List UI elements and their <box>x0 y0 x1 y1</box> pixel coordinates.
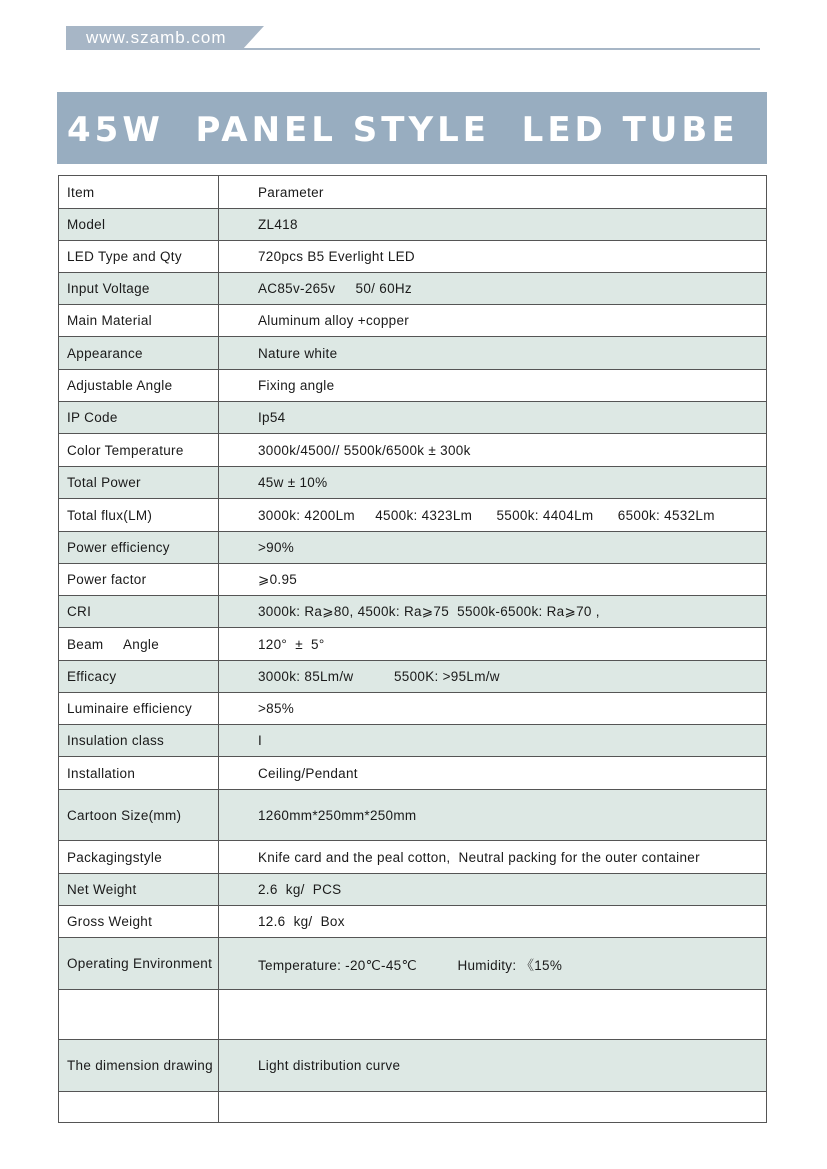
table-row <box>59 241 767 273</box>
row-label: Gross Weight <box>59 906 219 938</box>
row-label: The dimension drawing <box>59 1040 219 1092</box>
table-row <box>59 874 767 906</box>
page-title: 45W PANEL STYLE LED TUBE <box>67 110 739 150</box>
table-row <box>59 467 767 499</box>
row-label <box>59 990 219 1040</box>
table-row <box>59 209 767 241</box>
row-label: Power efficiency <box>59 532 219 564</box>
row-label: CRI <box>59 596 219 628</box>
table-row <box>59 661 767 693</box>
table-row <box>59 370 767 402</box>
row-label: Power factor <box>59 564 219 596</box>
row-label: Input Voltage <box>59 273 219 305</box>
table-row <box>59 790 767 841</box>
row-value: Knife card and the peal cotton, Neutral packing for the outer container <box>219 841 767 874</box>
row-label: Main Material <box>59 305 219 337</box>
row-label: Color Temperature <box>59 434 219 467</box>
row-label: Beam Angle <box>59 628 219 661</box>
table-row <box>59 990 767 1040</box>
row-value: Fixing angle <box>219 370 767 402</box>
row-value: 12.6 kg/ Box <box>219 906 767 938</box>
row-label: Net Weight <box>59 874 219 906</box>
row-value: 3000k: Ra⩾80, 4500k: Ra⩾75 5500k-6500k: Ra⩾70 , <box>219 596 767 628</box>
website-url-tab <box>66 26 242 50</box>
row-label: Total flux(LM) <box>59 499 219 532</box>
row-value: Parameter <box>219 176 767 209</box>
row-label: Adjustable Angle <box>59 370 219 402</box>
table-row <box>59 841 767 874</box>
row-value: 720pcs B5 Everlight LED <box>219 241 767 273</box>
row-value: Temperature: -20℃-45℃ Humidity: 《15% <box>219 938 767 990</box>
table-row <box>59 938 767 990</box>
table-row <box>59 305 767 337</box>
table-row <box>59 1092 767 1123</box>
table-row <box>59 757 767 790</box>
row-value: ZL418 <box>219 209 767 241</box>
row-value <box>219 990 767 1040</box>
table-row <box>59 596 767 628</box>
row-value: Ceiling/Pendant <box>219 757 767 790</box>
row-value: Nature white <box>219 337 767 370</box>
row-value: >85% <box>219 693 767 725</box>
table-row <box>59 402 767 434</box>
row-value <box>219 1092 767 1123</box>
row-label: Item <box>59 176 219 209</box>
row-value: 3000k: 4200Lm 4500k: 4323Lm 5500k: 4404Lm 6500k: 4532Lm <box>219 499 767 532</box>
title-banner <box>57 92 767 164</box>
table-row <box>59 725 767 757</box>
website-url: www.szamb.com <box>86 28 227 47</box>
row-label: Appearance <box>59 337 219 370</box>
row-value: Aluminum alloy +copper <box>219 305 767 337</box>
table-row <box>59 499 767 532</box>
row-label: Installation <box>59 757 219 790</box>
row-label: Luminaire efficiency <box>59 693 219 725</box>
table-row <box>59 176 767 209</box>
table-row <box>59 273 767 305</box>
row-value: 3000k: 85Lm/w 5500K: >95Lm/w <box>219 661 767 693</box>
table-row <box>59 628 767 661</box>
row-value: Light distribution curve <box>219 1040 767 1092</box>
row-value: AC85v-265v 50/ 60Hz <box>219 273 767 305</box>
table-row <box>59 693 767 725</box>
table-row <box>59 434 767 467</box>
row-label: Operating Environment <box>59 938 219 990</box>
row-value: ⩾0.95 <box>219 564 767 596</box>
row-label: Cartoon Size(mm) <box>59 790 219 841</box>
table-row <box>59 1040 767 1092</box>
row-label: Insulation class <box>59 725 219 757</box>
row-label <box>59 1092 219 1123</box>
row-value: 1260mm*250mm*250mm <box>219 790 767 841</box>
row-label: Model <box>59 209 219 241</box>
spec-table <box>58 175 767 1123</box>
row-value: I <box>219 725 767 757</box>
table-row <box>59 564 767 596</box>
url-tab-slope <box>242 26 264 50</box>
row-value: 3000k/4500// 5500k/6500k ± 300k <box>219 434 767 467</box>
row-label: Total Power <box>59 467 219 499</box>
row-value: Ip54 <box>219 402 767 434</box>
table-row <box>59 906 767 938</box>
table-row <box>59 337 767 370</box>
row-label: Packagingstyle <box>59 841 219 874</box>
row-label: Efficacy <box>59 661 219 693</box>
row-value: 120° ± 5° <box>219 628 767 661</box>
header-rule <box>242 48 760 50</box>
row-label: LED Type and Qty <box>59 241 219 273</box>
row-value: 45w ± 10% <box>219 467 767 499</box>
row-value: >90% <box>219 532 767 564</box>
table-row <box>59 532 767 564</box>
row-label: IP Code <box>59 402 219 434</box>
row-value: 2.6 kg/ PCS <box>219 874 767 906</box>
